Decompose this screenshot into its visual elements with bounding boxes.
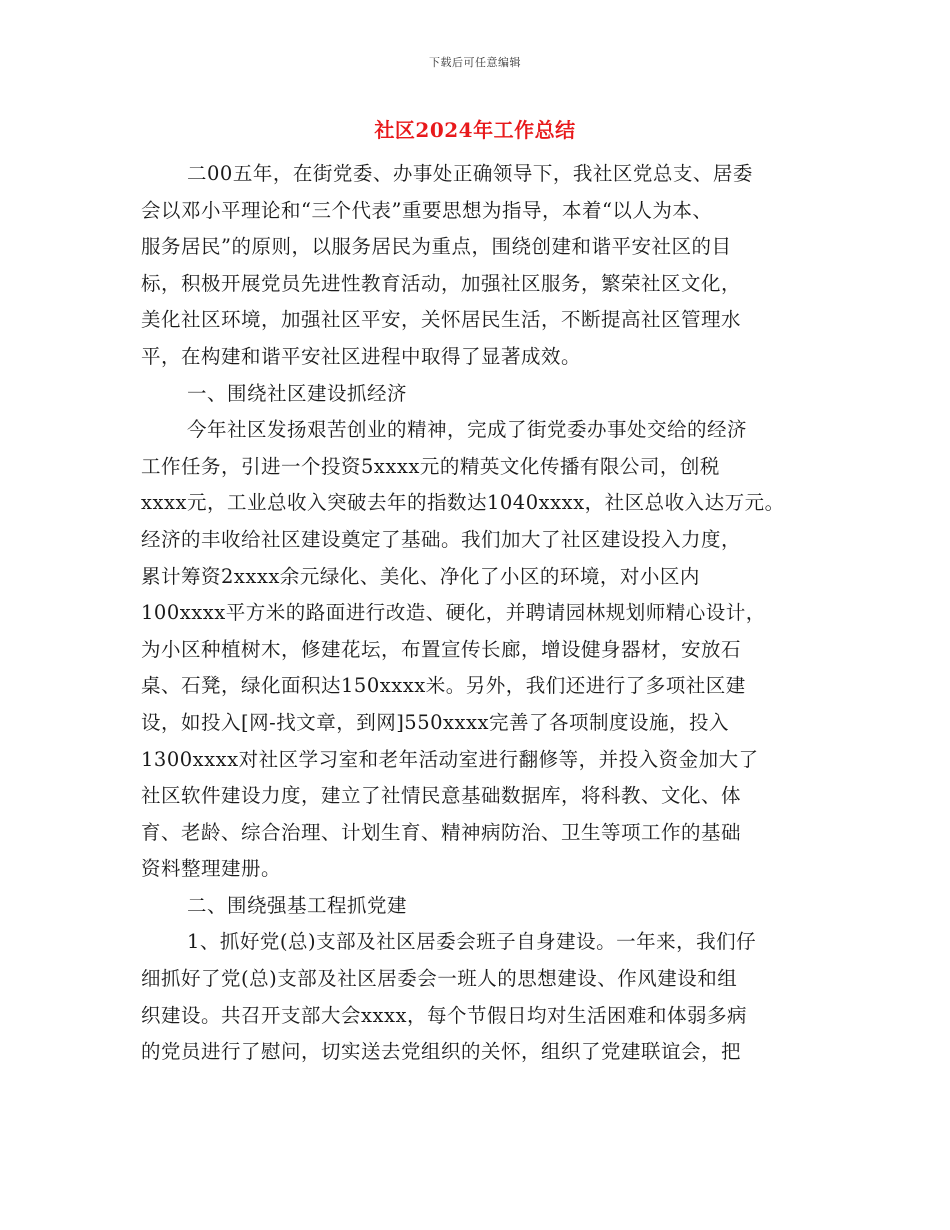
text-line: 服务居民”的原则，以服务居民为重点，围绕创建和谐平安社区的目 [141, 235, 732, 259]
document-title: 社区2024年工作总结 [374, 118, 576, 142]
document-body [141, 156, 813, 1071]
text-line: 为小区种植树木，修建花坛，布置宣传长廊，增设健身器材，安放石 [141, 637, 742, 661]
text-line: 今年社区发扬艰苦创业的精神，完成了街党委办事处交给的经济 [187, 418, 748, 442]
text-line: 细抓好了党(总)支部及社区居委会一班人的思想建设、作风建设和组 [141, 967, 738, 991]
text-line: 资料整理建册。 [141, 857, 282, 881]
text-line: 二、围绕强基工程抓党建 [187, 893, 408, 917]
text-line: 工作任务，引进一个投资5xxxx元的精英文化传播有限公司，创税 [141, 454, 720, 478]
text-line: 经济的丰收给社区建设奠定了基础。我们加大了社区建设投入力度， [141, 527, 742, 551]
text-line: 设，如投入[网-找文章，到网]550xxxx完善了各项制度设施，投入 [141, 710, 730, 734]
text-line: 100xxxx平方米的路面进行改造、硬化，并聘请园林规划师精心设计， [141, 601, 766, 625]
text-line: xxxx元，工业总收入突破去年的指数达1040xxxx，社区总收入达万元。 [141, 491, 785, 515]
text-line: 织建设。共召开支部大会xxxx，每个节假日均对生活困难和体弱多病 [141, 1003, 747, 1027]
text-line: 美化社区环境，加强社区平安，关怀居民生活，不断提高社区管理水 [141, 308, 742, 332]
text-line: 平，在构建和谐平安社区进程中取得了显著成效。 [141, 344, 582, 368]
text-line: 累计筹资2xxxx余元绿化、美化、净化了小区的环境，对小区内 [141, 564, 700, 588]
header-note: 下载后可任意编辑 [429, 56, 521, 69]
text-line: 1、抓好党(总)支部及社区居委会班子自身建设。一年来，我们仔 [187, 930, 757, 954]
text-line: 一、围绕社区建设抓经济 [187, 381, 408, 405]
text-line: 二00五年，在街党委、办事处正确领导下，我社区党总支、居委 [187, 162, 753, 185]
text-line: 会以邓小平理论和“三个代表”重要思想为指导，本着“以人为本、 [141, 198, 713, 222]
text-line: 社区软件建设力度，建立了社情民意基础数据库，将科教、文化、体 [141, 784, 742, 808]
text-line: 育、老龄、综合治理、计划生育、精神病防治、卫生等项工作的基础 [141, 820, 742, 844]
text-line: 的党员进行了慰问，切实送去党组织的关怀，组织了党建联谊会，把 [141, 1040, 742, 1064]
text-line: 标，积极开展党员先进性教育活动，加强社区服务，繁荣社区文化， [141, 271, 742, 295]
text-line: 桌、石凳，绿化面积达150xxxx米。另外，我们还进行了多项社区建 [141, 674, 746, 698]
text-line: 1300xxxx对社区学习室和老年活动室进行翻修等，并投入资金加大了 [141, 747, 759, 771]
